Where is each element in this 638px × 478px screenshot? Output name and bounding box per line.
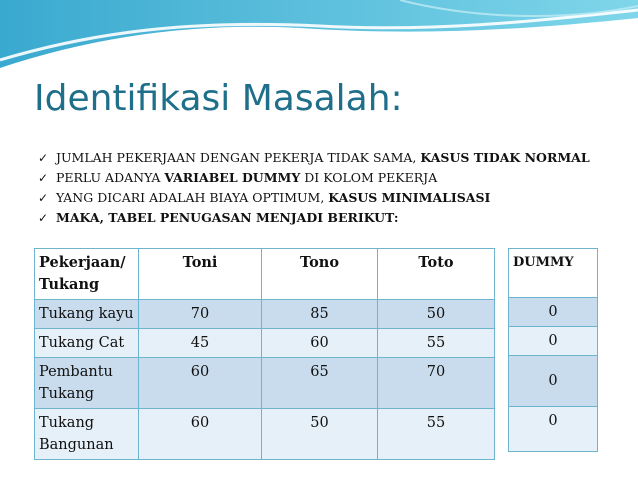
header-cell: Tono	[262, 249, 378, 300]
header-cell: Pekerjaan/ Tukang	[35, 249, 139, 300]
table-row	[509, 407, 598, 452]
table-cell: 55	[378, 329, 495, 358]
table-cell: 0	[509, 298, 598, 327]
bullet-text: YANG DICARI ADALAH BIAYA OPTIMUM,	[55, 190, 329, 205]
bullet-item	[38, 188, 638, 208]
table-cell: 70	[139, 300, 262, 329]
table-cell: 0	[509, 327, 598, 356]
header-cell: Toni	[139, 249, 262, 300]
header-cell: DUMMY	[509, 249, 598, 298]
table-row	[509, 298, 598, 327]
bullet-text: PERLU ADANYA	[55, 170, 165, 185]
bullet-text: JUMLAH PEKERJAAN DENGAN PEKERJA TIDAK SAMA,	[55, 150, 421, 165]
table-row	[509, 356, 598, 407]
table-cell: 45	[139, 329, 262, 358]
table-cell: Tukang Bangunan	[35, 409, 139, 460]
check-icon: ✓	[38, 151, 49, 165]
table-cell: 65	[262, 358, 378, 409]
bullet-list	[38, 148, 638, 228]
table-cell: 60	[139, 409, 262, 460]
table-row	[509, 327, 598, 356]
table-header-row	[35, 249, 495, 300]
table-cell: 50	[378, 300, 495, 329]
table-cell: 60	[262, 329, 378, 358]
table-cell: Tukang Cat	[35, 329, 139, 358]
bullet-item	[38, 148, 638, 168]
table-cell: 50	[262, 409, 378, 460]
table-cell: 0	[509, 356, 598, 407]
bullet-bold-text: VARIABEL DUMMY	[164, 170, 301, 185]
table-header-row	[509, 249, 598, 298]
header-cell: Toto	[378, 249, 495, 300]
table-cell: 70	[378, 358, 495, 409]
table-cell: 85	[262, 300, 378, 329]
table-cell: 55	[378, 409, 495, 460]
header-wave-banner	[0, 0, 638, 80]
slide-title: Identifikasi Masalah:	[34, 78, 403, 119]
bullet-text: DI KOLOM PEKERJA	[300, 170, 438, 185]
bullet-bold-text: KASUS TIDAK NORMAL	[420, 150, 590, 165]
table-cell: 60	[139, 358, 262, 409]
dummy-table	[508, 248, 598, 452]
table-row	[35, 300, 495, 329]
bullet-bold-text: KASUS MINIMALISASI	[328, 190, 491, 205]
table-row	[35, 329, 495, 358]
bullet-bold-text: MAKA, TABEL PENUGASAN MENJADI BERIKUT:	[55, 210, 399, 225]
table-row	[35, 358, 495, 409]
table-row	[35, 409, 495, 460]
bullet-item	[38, 168, 638, 188]
assignment-table	[34, 248, 495, 460]
bullet-item	[38, 208, 638, 228]
table-cell: Tukang kayu	[35, 300, 139, 329]
check-icon: ✓	[38, 171, 49, 185]
check-icon: ✓	[38, 191, 49, 205]
table-cell: 0	[509, 407, 598, 452]
check-icon: ✓	[38, 211, 49, 225]
table-cell: Pembantu Tukang	[35, 358, 139, 409]
